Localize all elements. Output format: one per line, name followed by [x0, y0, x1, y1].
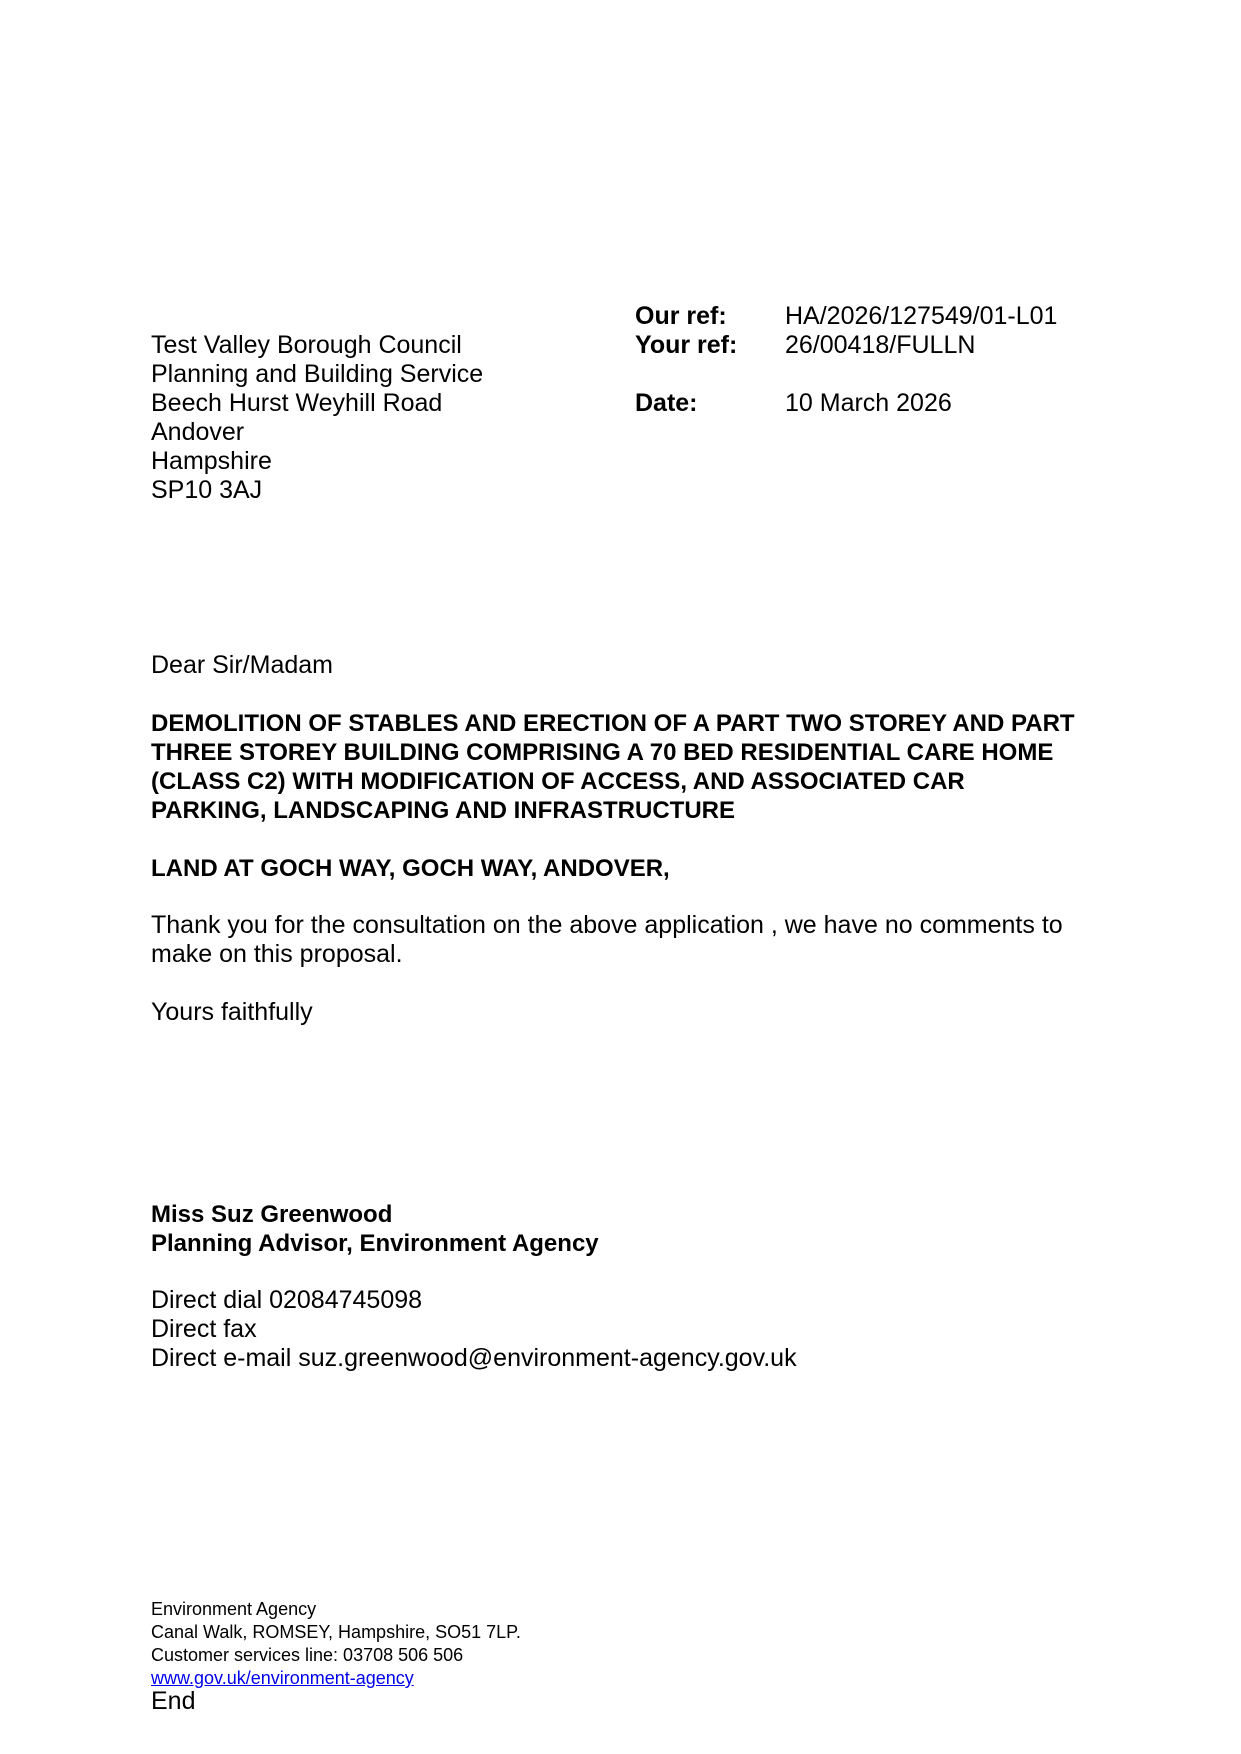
salutation: Dear Sir/Madam — [151, 651, 333, 679]
date-label: Date: — [635, 389, 698, 417]
direct-fax: Direct fax — [151, 1315, 257, 1343]
body-line: Thank you for the consultation on the above application , we have no comments to — [151, 911, 1063, 939]
our-ref-value: HA/2026/127549/01-L01 — [785, 302, 1058, 330]
address-line: Beech Hurst Weyhill Road — [151, 389, 443, 417]
address-line: Test Valley Borough Council — [151, 331, 462, 359]
website-link[interactable]: www.gov.uk/environment-agency — [151, 1668, 414, 1688]
footer-website-line — [151, 1667, 521, 1690]
recipient-address — [151, 331, 483, 505]
closing: Yours faithfully — [151, 998, 313, 1026]
heading-line: DEMOLITION OF STABLES AND ERECTION OF A PART TWO STOREY AND PART — [151, 710, 1075, 737]
your-ref-label: Your ref: — [635, 331, 738, 359]
reference-block — [635, 302, 1057, 418]
footer — [151, 1598, 521, 1690]
heading-line: (CLASS C2) WITH MODIFICATION OF ACCESS, AND ASSOCIATED CAR — [151, 768, 965, 795]
date-value: 10 March 2026 — [785, 389, 952, 417]
end-marker: End — [151, 1687, 196, 1715]
signatory-title: Planning Advisor, Environment Agency — [151, 1230, 599, 1257]
body-line: make on this proposal. — [151, 940, 403, 968]
your-ref-row — [635, 331, 1057, 360]
contact-details — [151, 1286, 797, 1373]
signatory-block — [151, 1200, 599, 1258]
footer-customer-line: Customer services line: 03708 506 506 — [151, 1645, 464, 1665]
signatory-name: Miss Suz Greenwood — [151, 1201, 393, 1228]
site-address: LAND AT GOCH WAY, GOCH WAY, ANDOVER, — [151, 855, 670, 882]
address-line: Hampshire — [151, 447, 272, 475]
direct-dial: Direct dial 02084745098 — [151, 1286, 423, 1314]
footer-organisation: Environment Agency — [151, 1599, 317, 1619]
your-ref-value: 26/00418/FULLN — [785, 331, 976, 359]
address-line: SP10 3AJ — [151, 476, 263, 504]
application-heading — [151, 709, 1141, 825]
footer-address: Canal Walk, ROMSEY, Hampshire, SO51 7LP. — [151, 1622, 521, 1642]
address-line: Planning and Building Service — [151, 360, 484, 388]
heading-line: PARKING, LANDSCAPING AND INFRASTRUCTURE — [151, 797, 735, 824]
our-ref-label: Our ref: — [635, 302, 727, 330]
direct-email: Direct e-mail suz.greenwood@environment-agency.gov.uk — [151, 1344, 797, 1372]
our-ref-row — [635, 302, 1057, 331]
address-line: Andover — [151, 418, 245, 446]
heading-line: THREE STOREY BUILDING COMPRISING A 70 BED RESIDENTIAL CARE HOME — [151, 739, 1054, 766]
date-row — [635, 389, 1057, 418]
body-paragraph — [151, 911, 1063, 969]
